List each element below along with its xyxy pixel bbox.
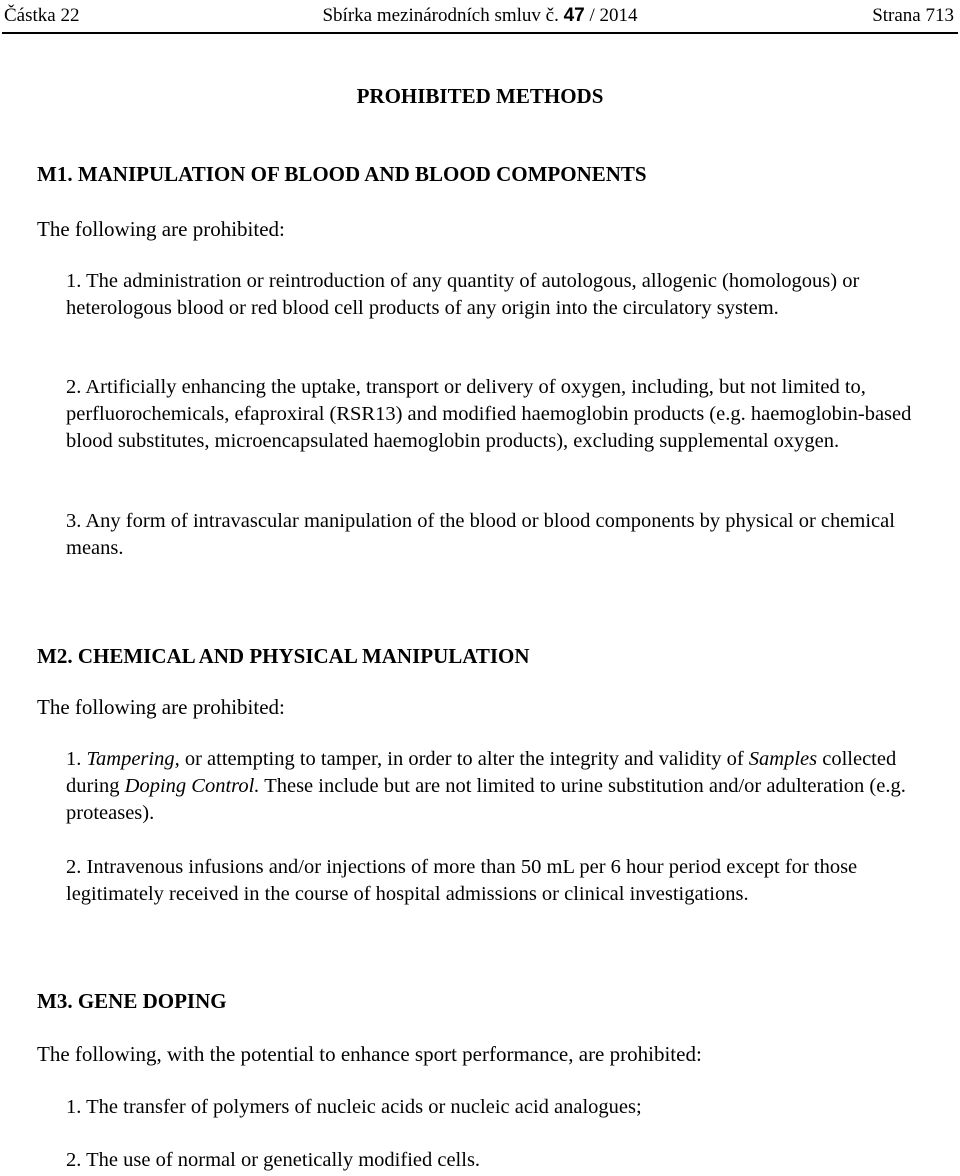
header-collection-prefix: Sbírka mezinárodních smluv č.: [322, 5, 559, 26]
header-page-number: Strana 713: [872, 5, 954, 26]
section-m3-intro: The following, with the potential to enhance sport performance, are prohibited:: [37, 1042, 702, 1066]
header-issue: Částka 22: [4, 5, 80, 26]
item-text-part: or attempting to tamper, in order to alter the integrity and validity of: [179, 748, 749, 770]
section-m3-item-1: 1. The transfer of polymers of nucleic acids or nucleic acid analogues;: [66, 1096, 642, 1118]
header-collection: [0, 4, 960, 28]
section-m3-heading: M3. GENE DOPING: [37, 989, 227, 1013]
term-doping-control: Doping Control.: [124, 775, 260, 797]
section-m2-heading: M2. CHEMICAL AND PHYSICAL MANIPULATION: [37, 644, 530, 668]
section-m2-item-1: [66, 746, 946, 827]
section-m3-item-2: 2. The use of normal or genetically modified cells.: [66, 1149, 481, 1171]
term-tampering: Tampering,: [86, 748, 180, 770]
section-m1-intro: The following are prohibited:: [37, 217, 285, 241]
item-number: 1.: [66, 748, 82, 770]
header-collection-suffix: / 2014: [589, 5, 638, 26]
section-m1-item-2: 2. Artificially enhancing the uptake, transport or delivery of oxygen, including, but not limited to, perfluorochemicals, efaproxiral (RSR13) and modified haemoglobin products (e.g. haemoglobin-based blood substitutes, microencapsulated haemoglobin products), excluding supplemental oxygen.: [66, 376, 912, 452]
item-text-part: collected during: [66, 748, 897, 797]
page-title: PROHIBITED METHODS: [356, 84, 604, 108]
section-m2-intro: The following are prohibited:: [37, 695, 285, 719]
section-m1-item-1: 1. The administration or reintroduction of any quantity of autologous, allogenic (homologous) or heterologous blood or red blood cell products of any origin into the circulatory system.: [66, 270, 860, 319]
term-samples: Samples: [748, 748, 818, 770]
section-m2-item-2: 2. Intravenous infusions and/or injections of more than 50 mL per 6 hour period except for those legitimately received in the course of hospital admissions or clinical investigations.: [66, 856, 858, 905]
item-text-part: These include but are not limited to urine substitution and/or adulteration (e.g. proteases).: [66, 775, 906, 824]
header-divider: [2, 32, 958, 34]
section-m1-item-3: 3. Any form of intravascular manipulation of the blood or blood components by physical or chemical means.: [66, 510, 895, 559]
header-collection-number: 47: [563, 5, 585, 26]
section-m1-heading: M1. MANIPULATION OF BLOOD AND BLOOD COMPONENTS: [37, 162, 647, 186]
